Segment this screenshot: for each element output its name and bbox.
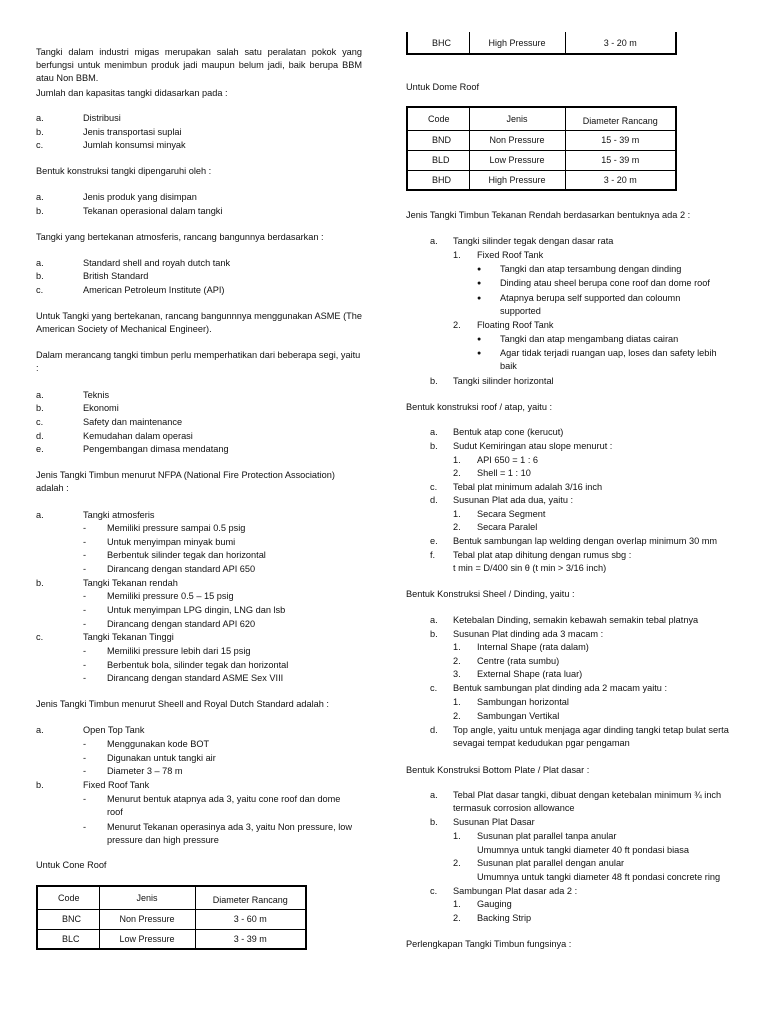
- list-marker: 2.: [453, 913, 461, 923]
- list-marker: e.: [430, 536, 438, 546]
- list-marker: 3.: [453, 669, 461, 679]
- list-marker: c.: [36, 632, 44, 642]
- list-text: Bentuk atap cone (kerucut): [453, 427, 564, 437]
- list-marker: -: [83, 753, 87, 763]
- note-text: Umumnya untuk tangki diameter 48 ft pondasi concrete ring: [477, 872, 721, 882]
- list-marker: b.: [36, 578, 44, 588]
- list-marker: -: [83, 766, 87, 776]
- bullet-icon: ●: [477, 350, 482, 357]
- list-text: Kemudahan dalam operasi: [83, 431, 193, 441]
- list-text: Internal Shape (rata dalam): [477, 642, 589, 652]
- table-cell: 3 - 20 m: [565, 170, 676, 190]
- list-marker: 1.: [453, 455, 461, 465]
- list-text: External Shape (rata luar): [477, 669, 583, 679]
- list-marker: b.: [36, 206, 44, 216]
- list-text: Top angle, yaitu untuk menjaga agar dinding tangki tetap bulat serta sevagai tempat kedudukan pgar pengaman: [453, 725, 729, 748]
- list-marker: -: [83, 739, 87, 749]
- segi-heading: Dalam merancang tangki timbun perlu memperhatikan dari beberapa segi, yaitu :: [36, 350, 361, 373]
- header-jenis: Jenis: [99, 886, 195, 909]
- list-text: Tangki atmosferis: [83, 510, 155, 520]
- list-text: API 650 = 1 : 6: [477, 455, 539, 465]
- list-marker: 2.: [453, 522, 461, 532]
- list-text: Standard shell and royah dutch tank: [83, 258, 231, 268]
- list-marker: -: [83, 550, 87, 560]
- list-marker: a.: [36, 725, 44, 735]
- list-text: Diameter 3 – 78 m: [107, 766, 183, 776]
- table-cell: Low Pressure: [99, 929, 195, 949]
- table-cell: BHD: [407, 170, 469, 190]
- list-text: Bentuk sambungan plat dinding ada 2 macam yaitu :: [453, 683, 667, 693]
- list-item: [406, 724, 732, 750]
- list-marker: 1.: [453, 831, 461, 841]
- table-cell: Low Pressure: [469, 150, 565, 170]
- list-text: Susunan plat parallel dengan anular: [477, 858, 625, 868]
- list-marker: d.: [430, 725, 438, 735]
- table-cell: 3 - 39 m: [195, 929, 306, 949]
- list-marker: 2.: [453, 468, 461, 478]
- list-marker: 2.: [453, 656, 461, 666]
- header-diameter: Diameter Rancang: [195, 886, 306, 909]
- list-marker: -: [83, 537, 87, 547]
- list-text: Sambungan horizontal: [477, 697, 569, 707]
- list-marker: b.: [430, 629, 438, 639]
- list-text: Atapnya berupa self supported dan coloumn supported: [500, 293, 681, 316]
- table-cell: 15 - 39 m: [565, 150, 676, 170]
- list-item: [406, 789, 732, 815]
- list-marker: -: [83, 523, 87, 533]
- list-text: Open Top Tank: [83, 725, 145, 735]
- list-text: Susunan Plat dinding ada 3 macam :: [453, 629, 604, 639]
- list-marker: 1.: [453, 697, 461, 707]
- bullet-icon: ●: [477, 266, 482, 273]
- list-text: Distribusi: [83, 113, 121, 123]
- list-text: Ekonomi: [83, 403, 119, 413]
- list-text: Fixed Roof Tank: [477, 250, 544, 260]
- list-text: Tekanan operasional dalam tangki: [83, 206, 223, 216]
- table-cell: 3 - 60 m: [195, 909, 306, 929]
- list-marker: 1.: [453, 642, 461, 652]
- header-jenis: Jenis: [469, 107, 565, 130]
- table-header-row: [37, 886, 306, 909]
- list-text: Agar tidak terjadi ruangan uap, loses dan safety lebih baik: [500, 348, 717, 371]
- list-text: British Standard: [83, 271, 149, 281]
- list-text: Bentuk sambungan lap welding dengan overlap minimum 30 mm: [453, 536, 718, 546]
- list-item: [36, 821, 362, 847]
- konstruksi-heading: Bentuk konstruksi tangki dipengaruhi oleh :: [36, 166, 212, 176]
- list-text: Digunakan untuk tangki air: [107, 753, 216, 763]
- list-marker: a.: [36, 192, 44, 202]
- list-marker: 2.: [453, 711, 461, 721]
- bullet-icon: ●: [477, 295, 482, 302]
- cone-roof-heading: Untuk Cone Roof: [36, 860, 107, 870]
- table-header-row: [407, 107, 676, 130]
- formula-text: t min = D/400 sin θ (t min > 3/16 inch): [453, 563, 607, 573]
- list-text: Untuk menyimpan LPG dingin, LNG dan lsb: [107, 605, 286, 615]
- list-text: Teknis: [83, 390, 110, 400]
- cone-roof-table-continued: [406, 32, 677, 55]
- list-marker: -: [83, 660, 87, 670]
- bottom-heading: Bentuk Konstruksi Bottom Plate / Plat dasar :: [406, 765, 590, 775]
- list-marker: -: [83, 591, 87, 601]
- table-row: [37, 929, 306, 949]
- list-text: Berbentuk bola, silinder tegak dan horizontal: [107, 660, 289, 670]
- table-row: [37, 909, 306, 929]
- shell-heading: Jenis Tangki Timbun menurut Sheell and Royal Dutch Standard adalah :: [36, 699, 329, 709]
- list-text: Jenis transportasi suplai: [83, 127, 182, 137]
- list-text: Tangki Tekanan Tinggi: [83, 632, 174, 642]
- list-text: Susunan plat parallel tanpa anular: [477, 831, 617, 841]
- list-text: Untuk menyimpan minyak bumi: [107, 537, 236, 547]
- table-cell: BND: [407, 130, 469, 150]
- list-marker: a.: [36, 510, 44, 520]
- list-marker: a.: [430, 236, 438, 246]
- list-marker: b.: [36, 780, 44, 790]
- table-row: [407, 150, 676, 170]
- list-text: Sambungan Vertikal: [477, 711, 560, 721]
- list-marker: 2.: [453, 320, 461, 330]
- dinding-heading: Bentuk Konstruksi Sheel / Dinding, yaitu :: [406, 589, 575, 599]
- list-text: Tangki Tekanan rendah: [83, 578, 178, 588]
- table-cell: BLD: [407, 150, 469, 170]
- list-marker: 1.: [453, 509, 461, 519]
- list-marker: c.: [36, 417, 44, 427]
- nfpa-heading: Jenis Tangki Timbun menurut NFPA (National Fire Protection Association) adalah :: [36, 470, 335, 493]
- list-marker: a.: [430, 615, 438, 625]
- list-text: Menggunakan kode BOT: [107, 739, 210, 749]
- list-text: Tebal Plat dasar tangki, dibuat dengan ketebalan minimum ¾ inch termasuk corrosion allowance: [453, 790, 722, 813]
- kapasitas-heading: Jumlah dan kapasitas tangki didasarkan pada :: [36, 88, 228, 98]
- list-text: Gauging: [477, 899, 512, 909]
- list-marker: d.: [430, 495, 438, 505]
- list-text: Tangki dan atap tersambung dengan dinding: [500, 264, 682, 274]
- table-row: [407, 130, 676, 150]
- roof-heading: Bentuk konstruksi roof / atap, yaitu :: [406, 402, 553, 412]
- list-text: Susunan Plat ada dua, yaitu :: [453, 495, 574, 505]
- list-marker: -: [83, 619, 87, 629]
- table-row: [407, 32, 676, 54]
- bullet-icon: ●: [477, 336, 482, 343]
- list-marker: a.: [36, 258, 44, 268]
- list-text: Memiliki pressure sampai 0.5 psig: [107, 523, 246, 533]
- list-text: American Petroleum Institute (API): [83, 285, 225, 295]
- perlengkapan-heading: Perlengkapan Tangki Timbun fungsinya :: [406, 939, 572, 949]
- header-diameter: Diameter Rancang: [565, 107, 676, 130]
- list-text: Tangki silinder tegak dengan dasar rata: [453, 236, 614, 246]
- list-item: [406, 347, 732, 373]
- list-marker: c.: [430, 683, 438, 693]
- bullet-icon: ●: [477, 280, 482, 287]
- list-marker: c.: [36, 140, 44, 150]
- asme-paragraph: Untuk Tangki yang bertekanan, rancang bangunnnya menggunakan ASME (The American Society of Mechanical Engineer).: [36, 311, 362, 334]
- list-marker: -: [83, 794, 87, 804]
- list-marker: b.: [430, 441, 438, 451]
- list-text: Memiliki pressure 0.5 – 15 psig: [107, 591, 234, 601]
- list-text: Safety dan maintenance: [83, 417, 183, 427]
- dome-roof-table: [406, 106, 677, 191]
- table-cell: BHC: [407, 32, 469, 54]
- list-marker: -: [83, 646, 87, 656]
- list-marker: a.: [36, 113, 44, 123]
- list-marker: c.: [430, 886, 438, 896]
- list-text: Secara Paralel: [477, 522, 538, 532]
- list-marker: c.: [430, 482, 438, 492]
- list-text: Berbentuk silinder tegak dan horizontal: [107, 550, 266, 560]
- list-text: Dirancang dengan standard API 620: [107, 619, 256, 629]
- list-text: Jumlah konsumsi minyak: [83, 140, 186, 150]
- header-code: Code: [407, 107, 469, 130]
- list-marker: -: [83, 822, 87, 832]
- table-cell: Non Pressure: [99, 909, 195, 929]
- list-marker: 1.: [453, 899, 461, 909]
- header-code: Code: [37, 886, 99, 909]
- tekanan-rendah-heading: Jenis Tangki Timbun Tekanan Rendah berdasarkan bentuknya ada 2 :: [406, 210, 691, 220]
- list-text: Fixed Roof Tank: [83, 780, 150, 790]
- list-item: [406, 292, 732, 318]
- cone-roof-table: [36, 885, 307, 950]
- list-marker: b.: [36, 403, 44, 413]
- table-cell: BNC: [37, 909, 99, 929]
- list-marker: b.: [430, 376, 438, 386]
- list-text: Tebal plat atap dihitung dengan rumus sbg :: [453, 550, 632, 560]
- list-text: Dirancang dengan standard API 650: [107, 564, 256, 574]
- list-text: Susunan Plat Dasar: [453, 817, 535, 827]
- list-marker: c.: [36, 285, 44, 295]
- list-marker: -: [83, 605, 87, 615]
- list-text: Ketebalan Dinding, semakin kebawah semakin tebal platnya: [453, 615, 699, 625]
- list-item: [36, 793, 362, 819]
- list-text: Pengembangan dimasa mendatang: [83, 444, 229, 454]
- list-marker: b.: [430, 817, 438, 827]
- list-marker: f.: [430, 550, 436, 560]
- list-text: Centre (rata sumbu): [477, 656, 560, 666]
- intro-paragraph: Tangki dalam industri migas merupakan salah satu peralatan pokok yang berfungsi untuk menimbun produk jadi maupun belum jadi, baik berupa BBM atau Non BBM.: [36, 47, 362, 83]
- list-text: Tangki silinder horizontal: [453, 376, 554, 386]
- list-text: Tangki dan atap mengambang diatas cairan: [500, 334, 679, 344]
- list-text: Sudut Kemiringan atau slope menurut :: [453, 441, 613, 451]
- table-cell: BLC: [37, 929, 99, 949]
- list-text: Dirancang dengan standard ASME Sex VIII: [107, 673, 284, 683]
- list-marker: 1.: [453, 250, 461, 260]
- list-marker: -: [83, 673, 87, 683]
- list-text: Secara Segment: [477, 509, 546, 519]
- list-text: Dinding atau sheel berupa cone roof dan dome roof: [500, 278, 710, 288]
- list-text: Menurut Tekanan operasinya ada 3, yaitu Non pressure, low pressure dan high pressure: [107, 822, 352, 845]
- list-text: Memiliki pressure lebih dari 15 psig: [107, 646, 251, 656]
- table-cell: High Pressure: [469, 32, 565, 54]
- list-text: Menurut bentuk atapnya ada 3, yaitu cone roof dan dome roof: [107, 794, 341, 817]
- list-marker: b.: [36, 127, 44, 137]
- list-text: Tebal plat minimum adalah 3/16 inch: [453, 482, 603, 492]
- list-marker: -: [83, 564, 87, 574]
- table-cell: 3 - 20 m: [565, 32, 676, 54]
- note-text: Umumnya untuk tangki diameter 40 ft pondasi biasa: [477, 845, 689, 855]
- list-text: Floating Roof Tank: [477, 320, 554, 330]
- list-marker: e.: [36, 444, 44, 454]
- table-cell: 15 - 39 m: [565, 130, 676, 150]
- list-text: Shell = 1 : 10: [477, 468, 531, 478]
- table-cell: High Pressure: [469, 170, 565, 190]
- table-row: [407, 170, 676, 190]
- list-marker: 2.: [453, 858, 461, 868]
- list-marker: b.: [36, 271, 44, 281]
- list-marker: d.: [36, 431, 44, 441]
- table-cell: Non Pressure: [469, 130, 565, 150]
- list-text: Jenis produk yang disimpan: [83, 192, 197, 202]
- list-marker: a.: [430, 427, 438, 437]
- list-text: Sambungan Plat dasar ada 2 :: [453, 886, 578, 896]
- list-marker: a.: [36, 390, 44, 400]
- atmosferis-heading: Tangki yang bertekanan atmosferis, rancang bangunnya berdasarkan :: [36, 232, 324, 242]
- list-text: Backing Strip: [477, 913, 532, 923]
- list-marker: a.: [430, 790, 438, 800]
- dome-roof-heading: Untuk Dome Roof: [406, 82, 480, 92]
